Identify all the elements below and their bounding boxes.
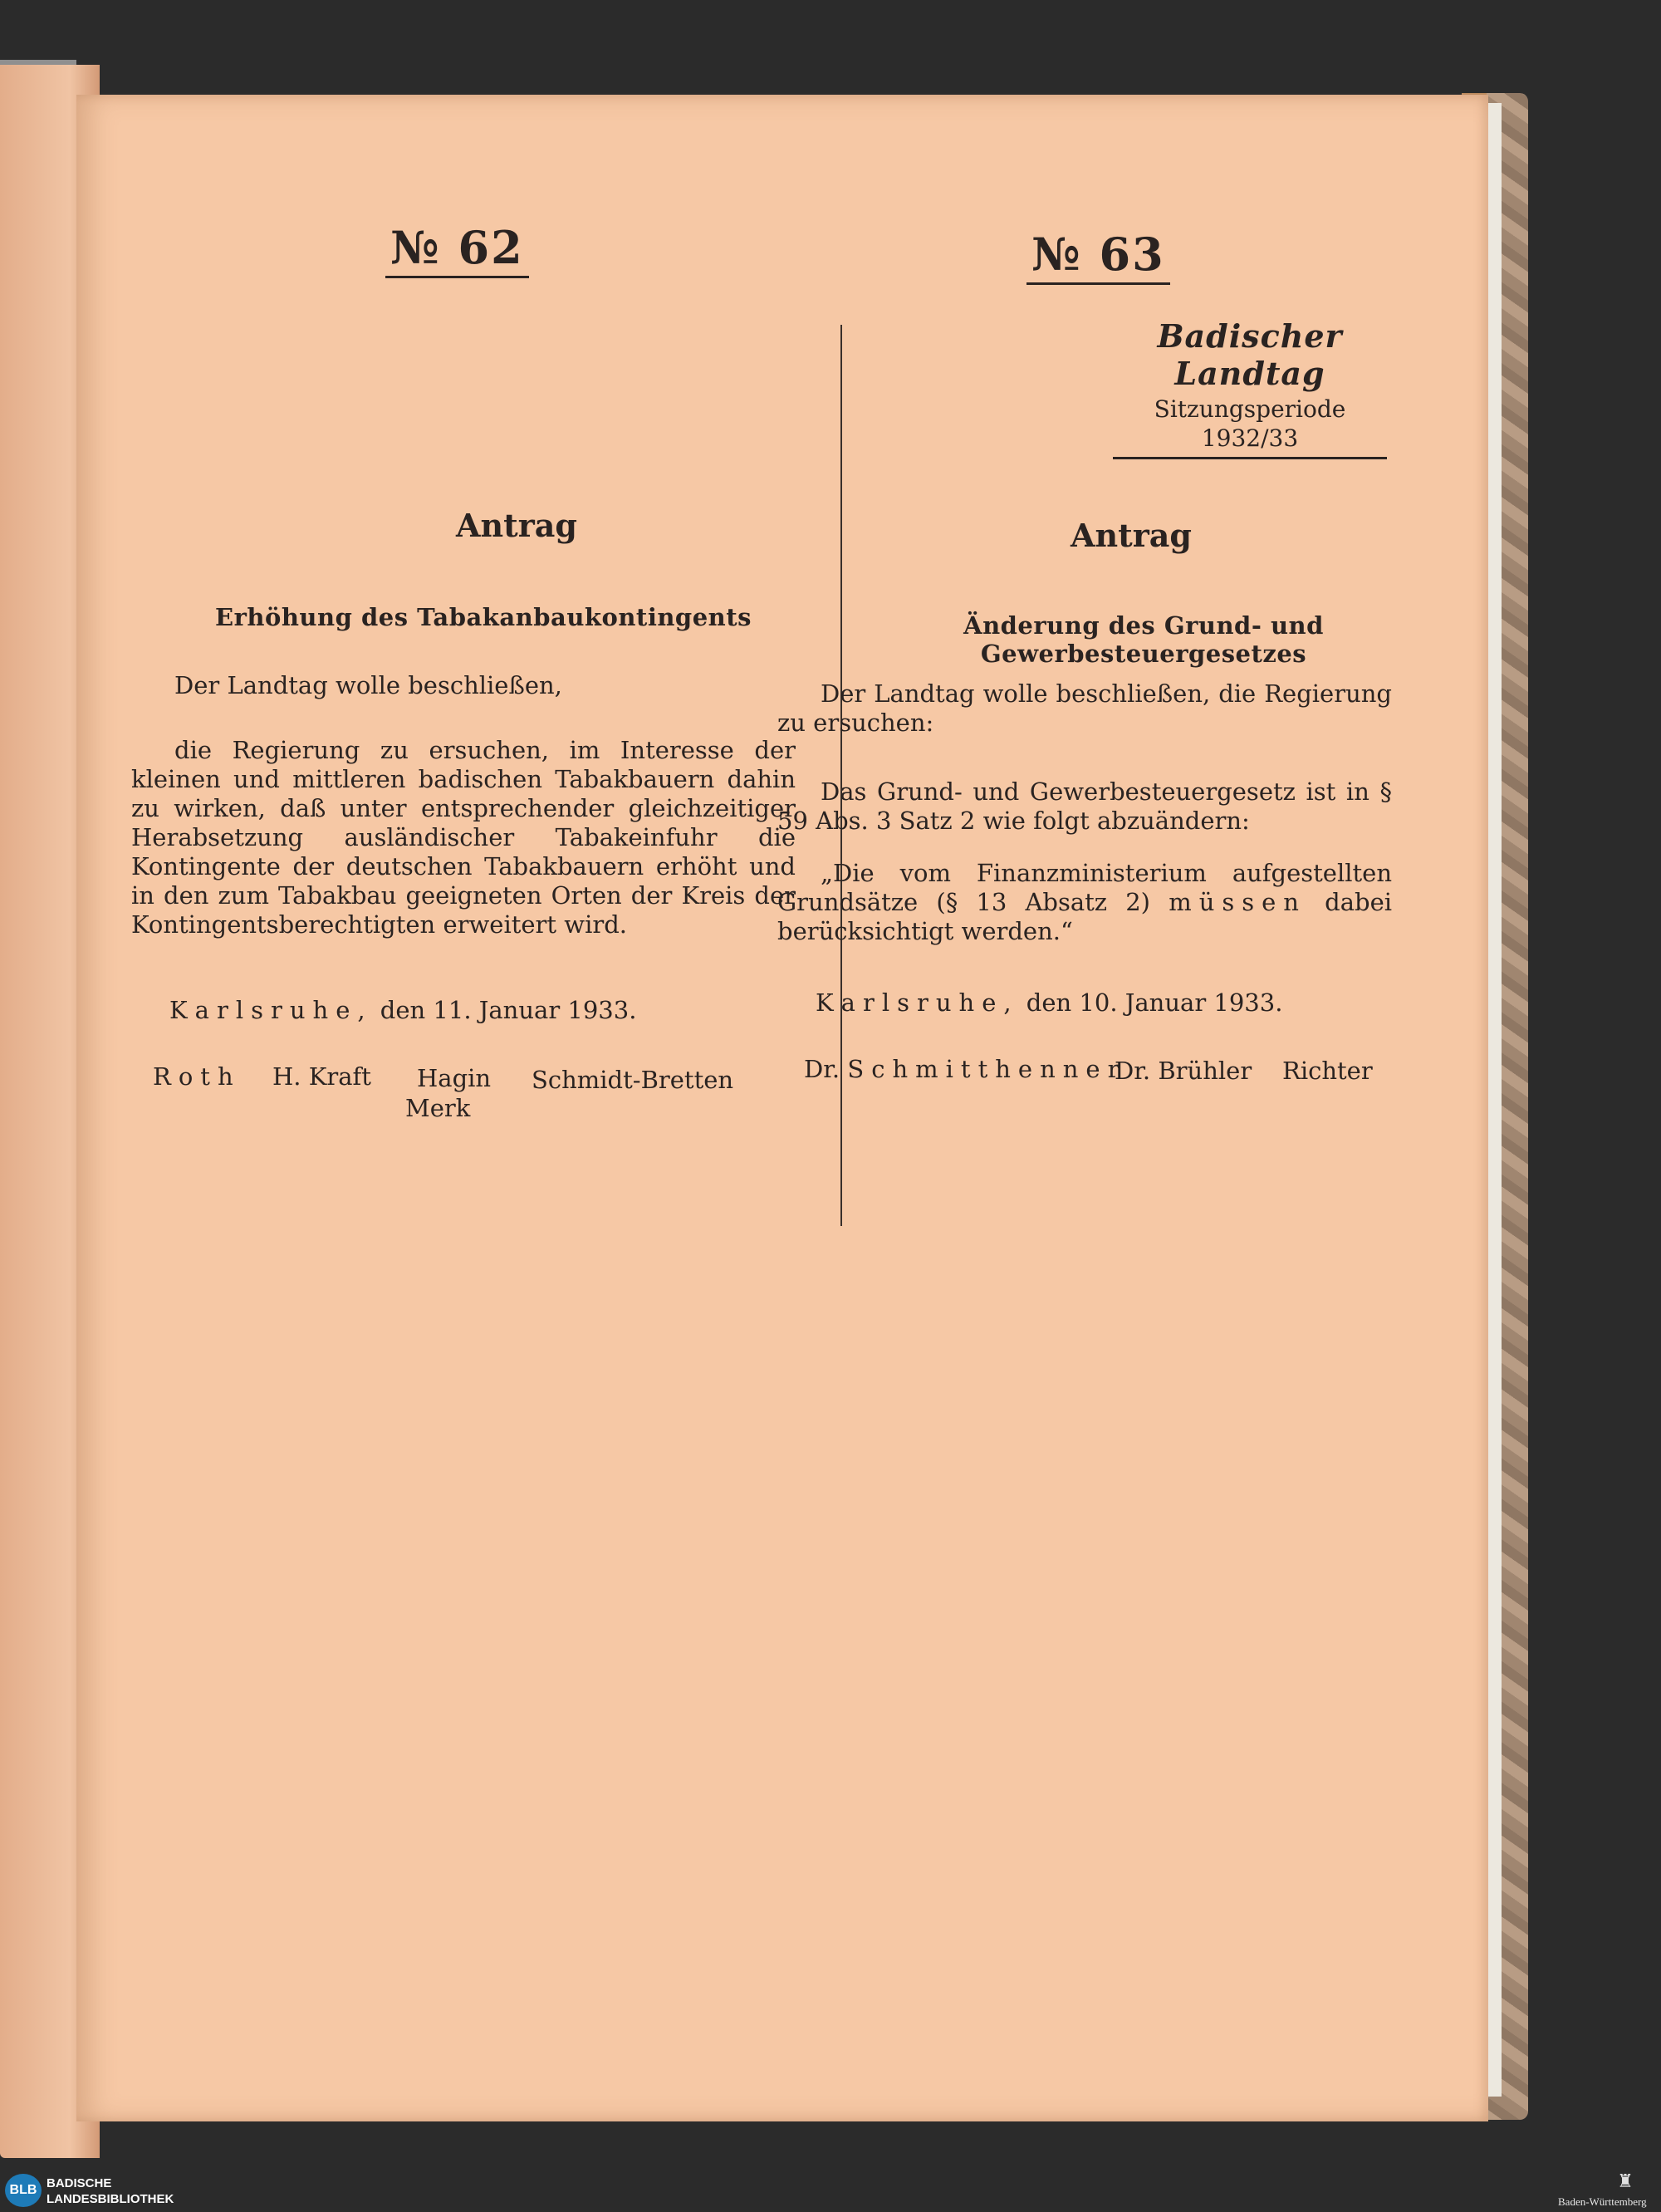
signature-bruehler: Dr. Brühler — [1115, 1057, 1252, 1085]
session-label: Sitzungsperiode — [1154, 395, 1346, 423]
left-date-line — [169, 996, 636, 1024]
landtag-header — [1113, 317, 1387, 459]
motion-number-63: № 63 — [1026, 228, 1170, 285]
right-quote-part2: dabei berücksichtigt werden.“ — [777, 888, 1393, 945]
library-name[interactable]: BADISCHE LANDESBIBLIOTHEK — [47, 2176, 174, 2206]
right-quote — [777, 859, 1392, 946]
blb-logo-icon[interactable]: BLB — [5, 2174, 42, 2207]
right-date-line — [816, 988, 1282, 1017]
right-body: Das Grund- und Gewerbesteuergesetz ist in § 59 Abs. 3 Satz 2 wie folgt abzuändern: — [777, 777, 1392, 835]
signature-roth: Roth — [153, 1062, 241, 1091]
left-body: die Regierung zu ersuchen, im Interesse der kleinen und mittleren badischen Tabakbauern dahin zu wirken, daß unter entsprechender gleichzeitiger Herabsetzung ausländischer Tabakeinfuhr die Kontingente der deutschen Tabakbauern erhöht und in den zum Tabakbau geeigneten Orten der Kreis der Kontingentsberechtigten erweitert wird. — [131, 736, 796, 939]
right-quote-emphasis: müssen — [1169, 888, 1306, 916]
right-heading: Antrag — [1071, 517, 1192, 554]
column-divider — [840, 325, 842, 1226]
left-heading: Antrag — [456, 507, 577, 544]
session-year: 1932/33 — [1113, 424, 1387, 459]
coat-of-arms-icon: ♜ — [1617, 2171, 1634, 2192]
left-subheading: Erhöhung des Tabakanbaukontingents — [215, 603, 752, 631]
footer-bar — [0, 2170, 1661, 2212]
signature-merk: Merk — [405, 1094, 471, 1122]
signature-schmidt-bretten: Schmidt-Bretten — [532, 1066, 734, 1094]
signature-schmitthenner: Dr. Schmitthenner — [804, 1055, 1127, 1083]
motion-number-62: № 62 — [385, 221, 529, 278]
right-subheading: Änderung des Grund- und Gewerbesteuergesetzes — [963, 611, 1324, 668]
right-date-place: Karlsruhe, — [816, 988, 1019, 1017]
right-date: den 10. Januar 1933. — [1026, 988, 1283, 1017]
left-date: den 11. Januar 1933. — [380, 996, 637, 1024]
signature-kraft: H. Kraft — [272, 1062, 371, 1091]
signature-hagin: Hagin — [417, 1064, 492, 1092]
right-intro: Der Landtag wolle beschließen, die Regierung zu ersuchen: — [777, 679, 1392, 737]
landtag-title: Badischer Landtag — [1157, 317, 1343, 392]
right-quote-part1: „Die vom Finanzministerium aufgestellten Grundsätze (§ 13 Absatz 2) — [777, 859, 1392, 916]
region-label: Baden-Württemberg — [1558, 2195, 1647, 2208]
left-intro: Der Landtag wolle beschließen, — [174, 671, 562, 699]
signature-richter: Richter — [1282, 1057, 1373, 1085]
left-date-place: Karlsruhe, — [169, 996, 373, 1024]
